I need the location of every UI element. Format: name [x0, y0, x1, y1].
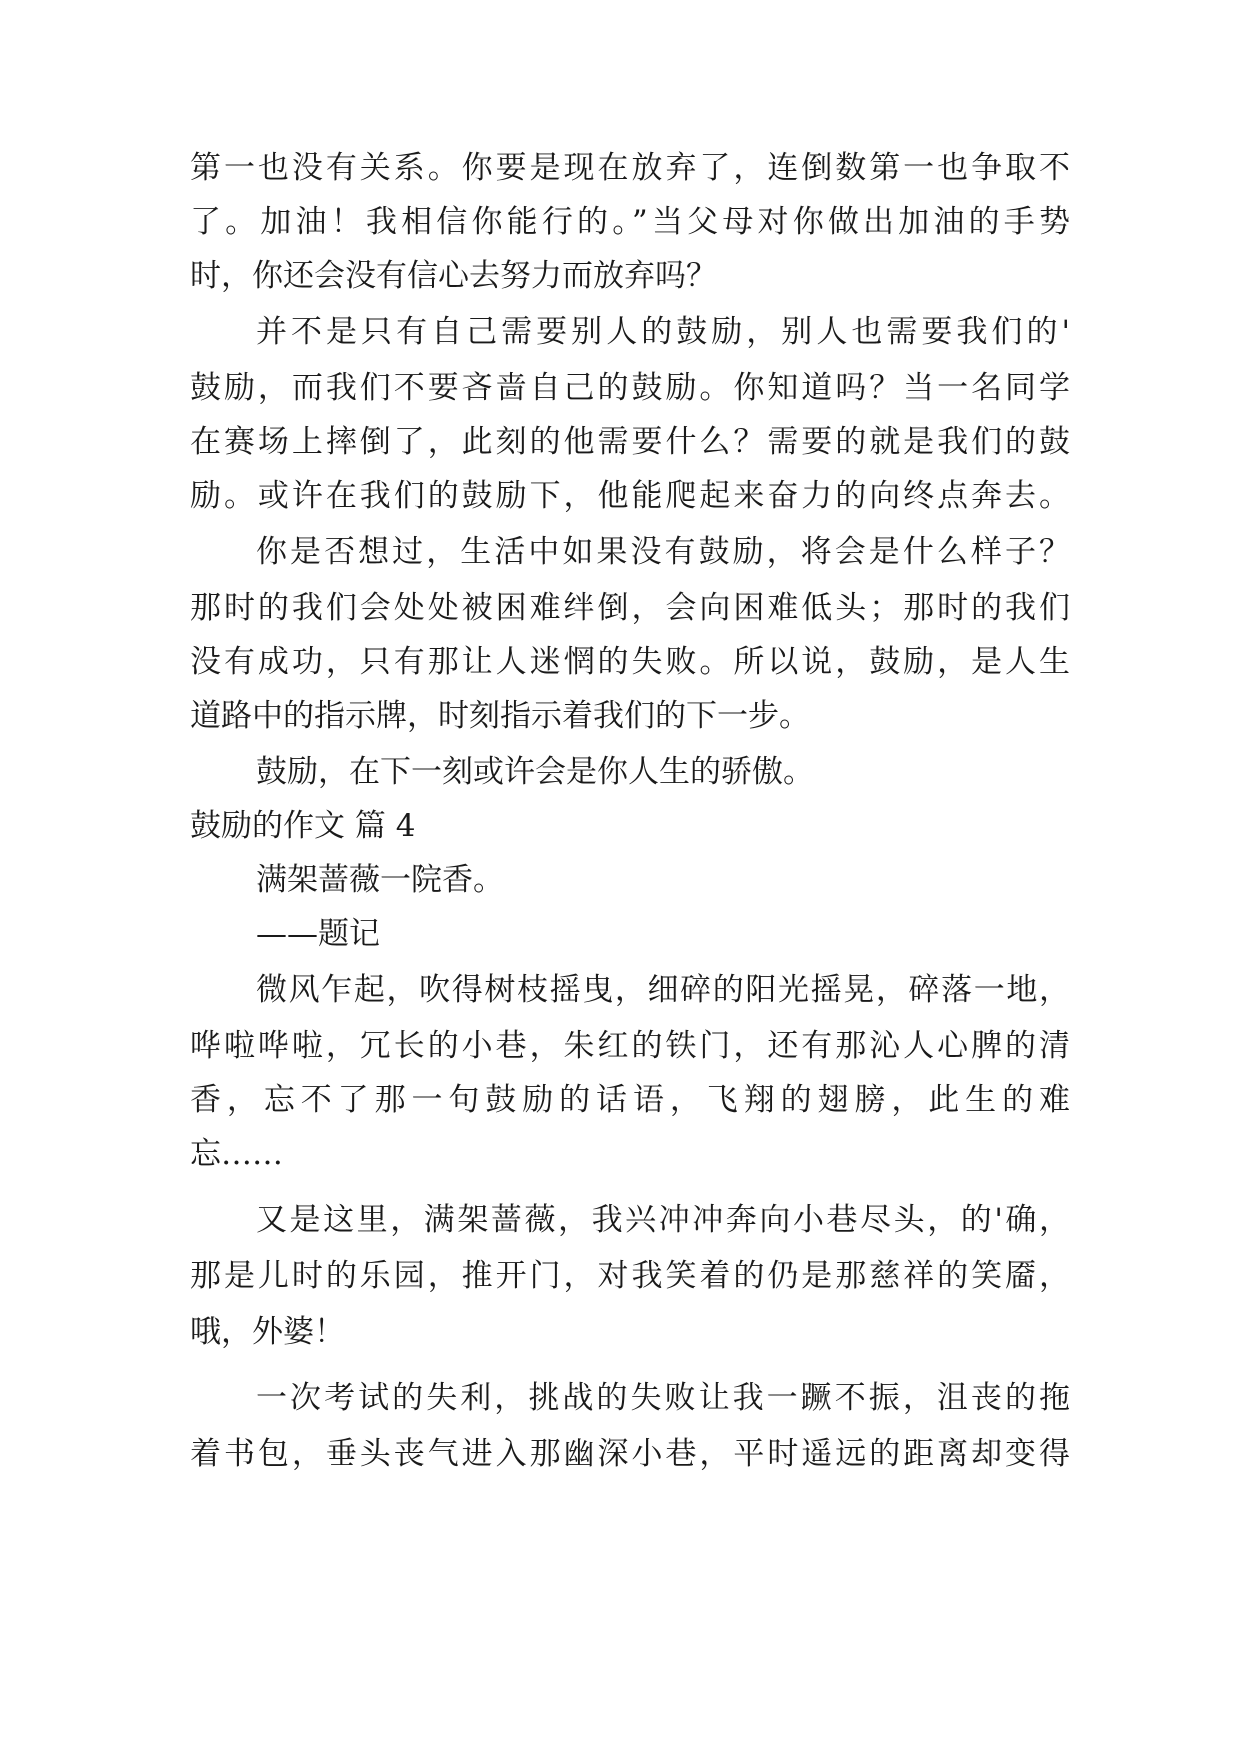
paragraph-3-line-1: 你是否想过，生活中如果没有鼓励，将会是什么样子？	[256, 534, 1070, 570]
paragraph-5-line-1: 微风乍起，吹得树枝摇曳，细碎的阳光摇晃，碎落一地，	[256, 972, 1070, 1008]
paragraph-4-line-1: 鼓励，在下一刻或许会是你人生的骄傲。	[256, 754, 814, 790]
paragraph-2-line-2: 鼓励，而我们不要吝啬自己的鼓励。你知道吗？当一名同学	[190, 370, 1070, 406]
paragraph-3-line-3: 没有成功，只有那让人迷惘的失败。所以说，鼓励，是人生	[190, 644, 1070, 680]
paragraph-6-line-3: 哦，外婆！	[190, 1314, 345, 1350]
paragraph-2-line-4: 励。或许在我们的鼓励下，他能爬起来奋力的向终点奔去。	[190, 478, 1070, 514]
paragraph-1-line-2: 了。加油！我相信你能行的。”当父母对你做出加油的手势	[190, 204, 1070, 240]
paragraph-6-line-2: 那是儿时的乐园，推开门，对我笑着的仍是那慈祥的笑靥，	[190, 1258, 1070, 1294]
paragraph-7-line-1: 一次考试的失利，挑战的失败让我一蹶不振，沮丧的拖	[256, 1380, 1070, 1416]
paragraph-1-line-1: 第一也没有关系。你要是现在放弃了，连倒数第一也争取不	[190, 150, 1070, 186]
paragraph-3-line-4: 道路中的指示牌，时刻指示着我们的下一步。	[190, 698, 810, 734]
paragraph-5-line-4: 忘……	[190, 1136, 283, 1172]
section-heading: 鼓励的作文 篇 4	[190, 808, 416, 844]
paragraph-5-line-3: 香，忘不了那一句鼓励的话语，飞翔的翅膀，此生的难	[190, 1082, 1070, 1118]
paragraph-2-line-1: 并不是只有自己需要别人的鼓励，别人也需要我们的'	[256, 314, 1070, 350]
paragraph-7-line-2: 着书包，垂头丧气进入那幽深小巷，平时遥远的距离却变得	[190, 1436, 1070, 1472]
paragraph-6-line-1: 又是这里，满架蔷薇，我兴冲冲奔向小巷尽头，的'确，	[256, 1202, 1070, 1238]
paragraph-3-line-2: 那时的我们会处处被困难绊倒，会向困难低头；那时的我们	[190, 590, 1070, 626]
paragraph-2-line-3: 在赛场上摔倒了，此刻的他需要什么？需要的就是我们的鼓	[190, 424, 1070, 460]
paragraph-1-line-3: 时，你还会没有信心去努力而放弃吗？	[190, 258, 717, 294]
epigraph: 满架蔷薇一院香。	[256, 862, 504, 898]
epigraph-attribution: ——题记	[256, 916, 380, 952]
paragraph-5-line-2: 哗啦哗啦，冗长的小巷，朱红的铁门，还有那沁人心脾的清	[190, 1028, 1070, 1064]
